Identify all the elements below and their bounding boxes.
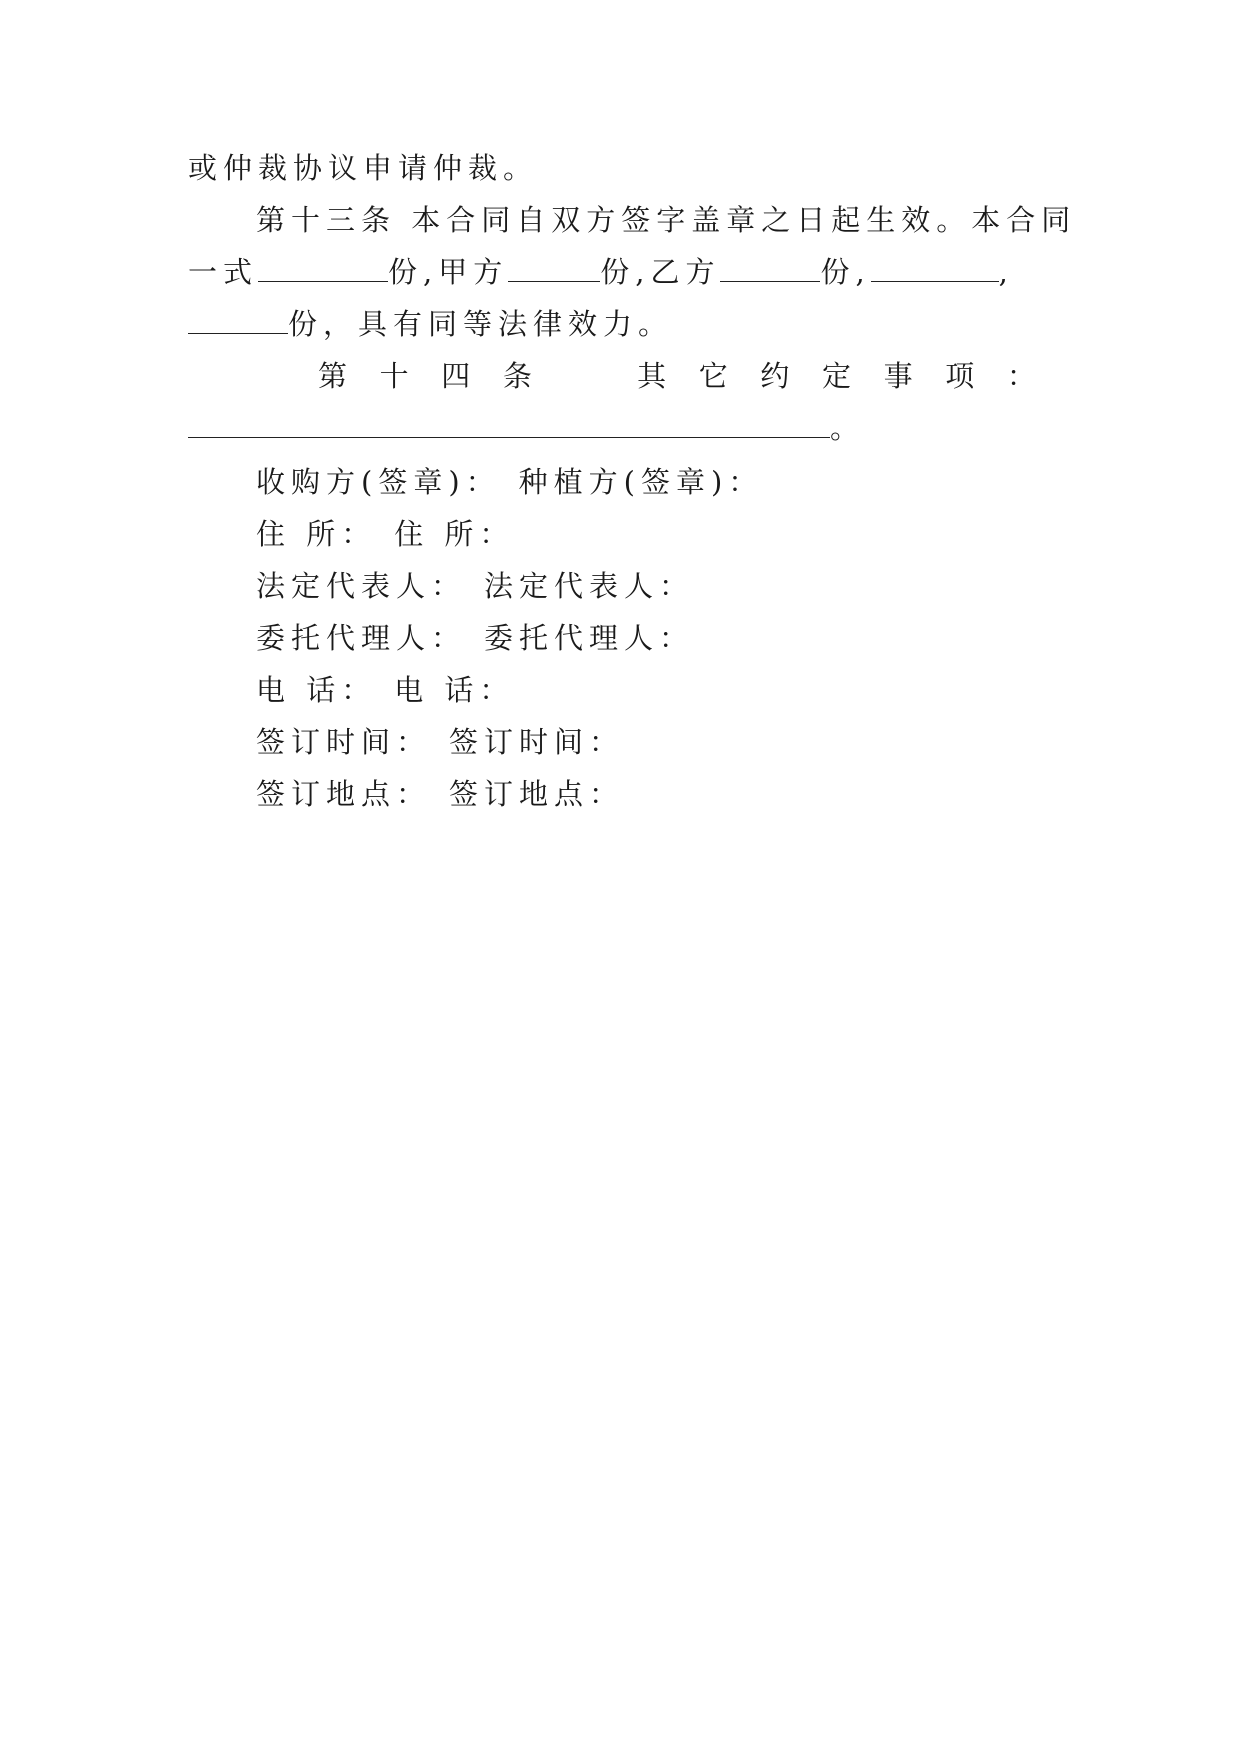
signature-row-address [256, 517, 515, 551]
blank-party-b-copies [720, 259, 820, 282]
signature-row-agent [256, 621, 695, 655]
paragraph-other-matters-blank [188, 411, 866, 445]
buyer-legal-rep-label: 法定代表人： [256, 569, 467, 603]
a14-char: 十 [379, 359, 409, 393]
a14-char: 条 [502, 359, 532, 393]
a14-char: 第 [318, 359, 348, 393]
grower-phone-label: 电 话： [394, 673, 515, 707]
a14-char: ： [1006, 359, 1036, 393]
copies-party-a-label: 份,甲方 [388, 255, 509, 289]
signature-row-place [256, 777, 625, 811]
a14-char: 其 [637, 359, 667, 393]
buyer-sign-place-label: 签订地点： [256, 777, 432, 811]
paragraph-article-13: 第十三条 本合同自双方签字盖章之日起生效。本合同 [256, 203, 1077, 237]
paragraph-copies-cont [188, 307, 674, 341]
copies-comma: , [998, 255, 1014, 289]
signature-row-phone [256, 673, 515, 707]
grower-legal-rep-label: 法定代表人： [484, 569, 695, 603]
blank-total-copies [258, 259, 388, 282]
buyer-agent-label: 委托代理人： [256, 621, 467, 655]
signature-row-legal-rep [256, 569, 695, 603]
blank-other-matters [188, 415, 830, 438]
a14-char: 事 [883, 359, 913, 393]
signature-row-seal [256, 465, 764, 499]
a14-char: 约 [760, 359, 790, 393]
copies-other-label: 份, [820, 255, 871, 289]
paragraph-article-14 [318, 359, 1036, 393]
blank-other-copies [188, 311, 288, 334]
buyer-sign-date-label: 签订时间： [256, 725, 432, 759]
grower-address-label: 住 所： [394, 517, 515, 551]
signature-row-date [256, 725, 625, 759]
grower-seal-label: 种植方(签章)： [518, 465, 764, 499]
grower-agent-label: 委托代理人： [484, 621, 695, 655]
other-matters-end: 。 [830, 411, 866, 445]
paragraph-copies [188, 255, 1014, 289]
copies-prefix: 一式 [188, 255, 259, 289]
a14-char: 它 [698, 359, 728, 393]
paragraph-arbitration-end: 或仲裁协议申请仲裁。 [188, 151, 539, 185]
copies-party-b-label: 份,乙方 [600, 255, 721, 289]
a14-char: 四 [441, 359, 471, 393]
buyer-address-label: 住 所： [256, 517, 377, 551]
grower-sign-date-label: 签订时间： [449, 725, 625, 759]
blank-other-party [871, 259, 999, 282]
grower-sign-place-label: 签订地点： [449, 777, 625, 811]
a14-char: 项 [945, 359, 975, 393]
a14-char: 定 [821, 359, 851, 393]
blank-party-a-copies [508, 259, 600, 282]
buyer-phone-label: 电 话： [256, 673, 377, 707]
copies-effect-text: 份，具有同等法律效力。 [288, 307, 674, 341]
buyer-seal-label: 收购方(签章)： [256, 465, 501, 499]
